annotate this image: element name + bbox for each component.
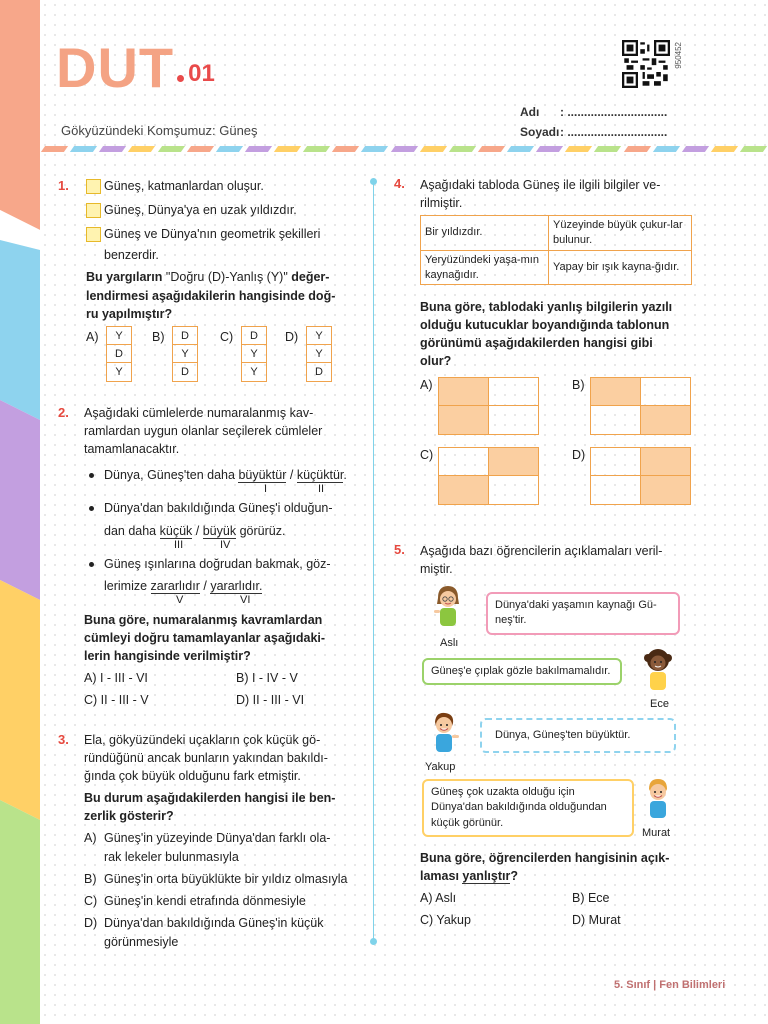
q3-option-b-line-1[interactable]: Güneş'in orta büyüklükte bir yıldız olmasıyla [104, 872, 348, 886]
q2-b1-word-1: büyüktür [238, 468, 287, 482]
student-name-murat: Murat [642, 827, 671, 839]
girl-avatar-icon [432, 584, 464, 628]
q2-question-1: Buna göre, numaralanmış kavramlardan [84, 613, 323, 627]
q2-b2-sep: / [195, 524, 200, 538]
q3-intro-1: Ela, gökyüzündeki uçakların çok küçük gö- [84, 733, 321, 747]
q1-option-a-stack[interactable] [106, 326, 132, 382]
q3-option-d-line-1[interactable]: Dünya'dan bakıldığında Güneş'in küçük [104, 916, 324, 930]
logo-dot [177, 75, 184, 82]
stripe-segment [245, 146, 272, 152]
q1-option-a-label[interactable]: A) [86, 330, 99, 344]
q2-bullet-1 [104, 466, 347, 484]
q2-b3-pre: lerimize [104, 579, 148, 593]
table-cell-3: Yeryüzündeki yaşa-mın kaynağıdır. [421, 250, 549, 285]
bubble-murat-line-2: Dünya'dan bakıldığında olduğundan [431, 801, 607, 814]
q3-intro-2: ründüğünü ancak bunların yakından bakıldı- [84, 751, 328, 765]
question-number-5: 5. [394, 542, 405, 557]
table-row [421, 216, 692, 251]
roman-2: II [318, 483, 325, 495]
stripe-segment [390, 146, 417, 152]
stripe-segment [653, 146, 680, 152]
q2-b3-word-1: zararlıdır [150, 579, 200, 593]
q4-option-c-label[interactable]: C) [420, 448, 434, 462]
q4-option-b-grid[interactable] [590, 377, 691, 435]
q3-intro-3: ğında çok büyük olduğunu fark etmiştir. [84, 769, 301, 783]
q5-question-d: ? [510, 869, 518, 883]
grid-cell [489, 448, 539, 476]
stripe-segment [303, 146, 330, 152]
table-cell-4: Yapay bir ışık kayna-ğıdır. [549, 250, 692, 285]
q2-option-c[interactable]: C) II - III - V [84, 693, 149, 707]
left-color-band [0, 0, 40, 1024]
stripe-segment [157, 146, 184, 152]
q1-statement-3-cont: benzerdir. [104, 248, 159, 262]
grid-cell [439, 378, 489, 406]
q5-question-2 [420, 867, 518, 885]
grid-cell [489, 406, 539, 434]
q2-b2-word-1: küçük [159, 524, 193, 538]
divider-dot-top [370, 178, 377, 185]
bubble-yakup-line-1: Dünya, Güneş'ten büyüktür. [495, 729, 631, 741]
student-name-ece: Ece [650, 698, 669, 710]
q4-option-d-grid[interactable] [590, 447, 691, 505]
stripe-segment [740, 146, 767, 152]
q3-option-d-line-2[interactable]: görünmesiyle [104, 935, 179, 949]
q5-question-c: yanlıştır [462, 869, 511, 883]
stripe-segment [565, 146, 592, 152]
q1-question-e: ru yapılmıştır? [86, 307, 173, 321]
q4-intro-2: rilmiştir. [420, 196, 463, 210]
q2-question-3: lerin hangisinde verilmiştir? [84, 649, 251, 663]
q1-d-val-1: Y [307, 327, 331, 345]
q2-b1-pre: Dünya, Güneş'ten daha [104, 468, 235, 482]
q1-a-val-2: D [107, 345, 131, 363]
q1-b-val-1: D [173, 327, 197, 345]
q5-question-b: laması [420, 869, 459, 883]
q1-c-val-3: Y [250, 366, 258, 378]
q3-option-c-line-1[interactable]: Güneş'in kendi etrafında dönmesiyle [104, 894, 306, 908]
stripe-segment [99, 146, 126, 152]
q5-intro-1: Aşağıda bazı öğrencilerin açıklamaları veril- [420, 544, 663, 558]
q3-option-b-label[interactable]: B) [84, 872, 97, 886]
logo-number: 01 [188, 60, 215, 88]
stripe-segment [274, 146, 301, 152]
q2-question-2: cümleyi doğru tamamlayanlar aşağıdaki- [84, 631, 326, 645]
statement-checkbox-3[interactable] [86, 227, 101, 242]
table-row [421, 250, 692, 285]
stripe-segment [41, 146, 68, 152]
column-divider [373, 180, 374, 942]
roman-5: V [176, 594, 184, 606]
qr-code-icon[interactable] [622, 40, 670, 88]
q1-option-d-stack[interactable] [306, 326, 332, 382]
q1-c-val-2: Y [242, 345, 266, 363]
q1-b-val-2: Y [173, 345, 197, 363]
table-cell-2: Yüzeyinde büyük çukur-lar bulunur. [549, 216, 692, 251]
bullet-1 [89, 473, 94, 478]
stripe-segment [70, 146, 97, 152]
q1-question-d: lendirmesi aşağıdakilerin hangisinde doğ- [86, 289, 336, 303]
roman-4: IV [220, 539, 231, 551]
stripe-segment [623, 146, 650, 152]
roman-3: III [174, 539, 184, 551]
q2-intro-2: ramlardan uygun olanlar seçilerek cümleler [84, 424, 323, 438]
q3-question-2: zerlik gösterir? [84, 809, 174, 823]
q1-question-a: Bu yargıların [86, 270, 163, 284]
q1-question-b: "Doğru (D)-Yanlış (Y)" [165, 270, 288, 284]
question-number-4: 4. [394, 176, 405, 191]
q4-option-c-grid[interactable] [438, 447, 539, 505]
q1-option-c-label[interactable]: C) [220, 330, 234, 344]
bubble-asli-line-1: Dünya'daki yaşamın kaynağı Gü- [495, 599, 657, 611]
q1-b-val-3: D [181, 366, 189, 378]
q4-option-a-label[interactable]: A) [420, 378, 433, 392]
surname-label: Soyadı [520, 125, 560, 139]
stripe-segment [361, 146, 388, 152]
stripe-segment [332, 146, 359, 152]
q2-b2-end: görürüz. [239, 524, 286, 538]
grid-cell [489, 476, 539, 504]
stripe-segment [420, 146, 447, 152]
statement-checkbox-2[interactable] [86, 203, 101, 218]
q3-option-a-line-1[interactable]: Güneş'in yüzeyinde Dünya'dan farklı ola- [104, 831, 331, 845]
q1-statement-3: Güneş ve Dünya'nın geometrik şekilleri [104, 227, 321, 241]
roman-1: I [264, 483, 268, 495]
bubble-murat-line-3: küçük görünür. [431, 816, 504, 829]
stripe-segment [478, 146, 505, 152]
q1-statement-1: Güneş, katmanlardan oluşur. [104, 179, 264, 193]
table-cell-1: Bir yıldızdır. [421, 216, 549, 251]
q1-option-c-stack[interactable] [241, 326, 267, 382]
q4-option-a-grid[interactable] [438, 377, 539, 435]
grid-cell [641, 378, 691, 406]
q1-option-b-label[interactable]: B) [152, 330, 165, 344]
name-label: Adı [520, 105, 540, 119]
stripe-segment [216, 146, 243, 152]
speech-bubble-yakup [480, 718, 676, 753]
q5-option-c[interactable]: C) Yakup [420, 913, 471, 927]
q2-bullet-3-line-1: Güneş ışınlarına doğrudan bakmak, göz- [104, 557, 331, 571]
grid-cell [641, 448, 691, 476]
q2-option-a[interactable]: A) I - III - VI [84, 671, 148, 685]
q4-question-2: olduğu kutucuklar boyandığında tablonun [420, 318, 670, 332]
q4-intro-1: Aşağıdaki tabloda Güneş ile ilgili bilgiler ve- [420, 178, 661, 192]
qr-code-text: 950452 [674, 42, 683, 69]
grid-cell [641, 476, 691, 504]
logo-text: DUT [56, 36, 175, 99]
q2-b2-word-2: büyük [202, 524, 237, 538]
q2-b1-sep: / [289, 468, 294, 482]
q5-option-d[interactable]: D) Murat [572, 913, 621, 927]
stripe-segment [682, 146, 709, 152]
q2-b1-word-2: küçüktür [296, 468, 344, 482]
surname-line[interactable]: : .............................. [560, 125, 668, 139]
question-number-3: 3. [58, 732, 69, 747]
q4-info-table [420, 215, 692, 285]
q4-question-3: görünümü aşağıdakilerden hangisi gibi [420, 336, 653, 350]
q2-b1-end: . [343, 468, 347, 482]
header-stripe [40, 146, 768, 152]
bubble-ece-line-1: Güneş'e çıplak gözle bakılmamalıdır. [431, 665, 611, 677]
q3-option-c-label[interactable]: C) [84, 894, 98, 908]
q5-option-a[interactable]: A) Aslı [420, 891, 457, 905]
q2-b3-sep: / [203, 579, 207, 593]
grid-cell [591, 378, 641, 406]
grid-cell [591, 406, 641, 434]
page-subtitle: Gökyüzündeki Komşumuz: Güneş [61, 123, 258, 138]
q4-question-1: Buna göre, tablodaki yanlış bilgilerin yazılı [420, 300, 673, 314]
q1-c-val-1: D [242, 327, 266, 345]
q1-statement-2: Güneş, Dünya'ya en uzak yıldızdır. [104, 203, 297, 217]
q2-intro-1: Aşağıdaki cümlelerde numaralanmış kav- [84, 406, 314, 420]
page-footer: 5. Sınıf | Fen Bilimleri [614, 979, 726, 991]
q5-intro-2: miştir. [420, 562, 453, 576]
girl-curly-avatar-icon [642, 648, 674, 692]
logo [56, 36, 215, 99]
q2-option-b[interactable]: B) I - IV - V [236, 671, 298, 685]
q3-question-1: Bu durum aşağıdakilerden hangisi ile ben- [84, 791, 336, 805]
q4-option-b-label[interactable]: B) [572, 378, 585, 392]
boy-blond-avatar-icon [642, 776, 674, 820]
question-number-1: 1. [58, 178, 69, 193]
q5-question-1: Buna göre, öğrencilerden hangisinin açık- [420, 851, 670, 865]
q2-b3-word-2: yararlıdır. [210, 579, 263, 593]
bullet-2 [89, 506, 94, 511]
stripe-segment [449, 146, 476, 152]
stripe-segment [128, 146, 155, 152]
bubble-murat-line-1: Güneş çok uzakta olduğu için [431, 786, 575, 798]
grid-cell [591, 448, 641, 476]
stripe-segment [594, 146, 621, 152]
stripe-segment [536, 146, 563, 152]
grid-cell [489, 378, 539, 406]
boy-avatar-icon [428, 710, 460, 754]
q1-d-val-3: D [315, 366, 323, 378]
stripe-segment [711, 146, 738, 152]
stripe-segment [507, 146, 534, 152]
q2-b2-pre: dan daha [104, 524, 157, 538]
bullet-3 [89, 562, 94, 567]
q5-option-b[interactable]: B) Ece [572, 891, 610, 905]
q3-option-a-label[interactable]: A) [84, 831, 97, 845]
student-name-yakup: Yakup [425, 761, 456, 773]
q1-option-d-label[interactable]: D) [285, 330, 299, 344]
student-name-asli: Aslı [440, 637, 459, 649]
student-name-fields [520, 104, 667, 144]
grid-cell [439, 448, 489, 476]
bubble-asli-line-2: neş'tir. [495, 614, 527, 627]
roman-6: VI [240, 594, 251, 606]
q3-option-d-label[interactable]: D) [84, 916, 98, 930]
q1-a-val-1: Y [107, 327, 131, 345]
q2-option-d[interactable]: D) II - III - VI [236, 693, 305, 707]
statement-checkbox-1[interactable] [86, 179, 101, 194]
q1-question-c: değer- [291, 270, 330, 284]
question-number-2: 2. [58, 405, 69, 420]
q2-intro-3: tamamlanacaktır. [84, 442, 180, 456]
speech-bubble-murat [422, 779, 634, 837]
name-line[interactable]: : .............................. [560, 105, 668, 119]
q2-bullet-2-line-1: Dünya'dan bakıldığında Güneş'i olduğun- [104, 501, 333, 515]
q1-option-b-stack[interactable] [172, 326, 198, 382]
q4-option-d-label[interactable]: D) [572, 448, 586, 462]
q1-a-val-3: Y [115, 366, 123, 378]
q4-question-4: olur? [420, 354, 452, 368]
divider-dot-bottom [370, 938, 377, 945]
grid-cell [641, 406, 691, 434]
stripe-segment [187, 146, 214, 152]
q2-bullet-2-line-2 [104, 522, 285, 540]
grid-cell [439, 406, 489, 434]
grid-cell [439, 476, 489, 504]
grid-cell [591, 476, 641, 504]
speech-bubble-asli [486, 592, 680, 635]
q3-option-a-line-2[interactable]: rak lekeler bulunmasıyla [104, 850, 239, 864]
q1-d-val-2: Y [307, 345, 331, 363]
speech-bubble-ece [422, 658, 622, 685]
